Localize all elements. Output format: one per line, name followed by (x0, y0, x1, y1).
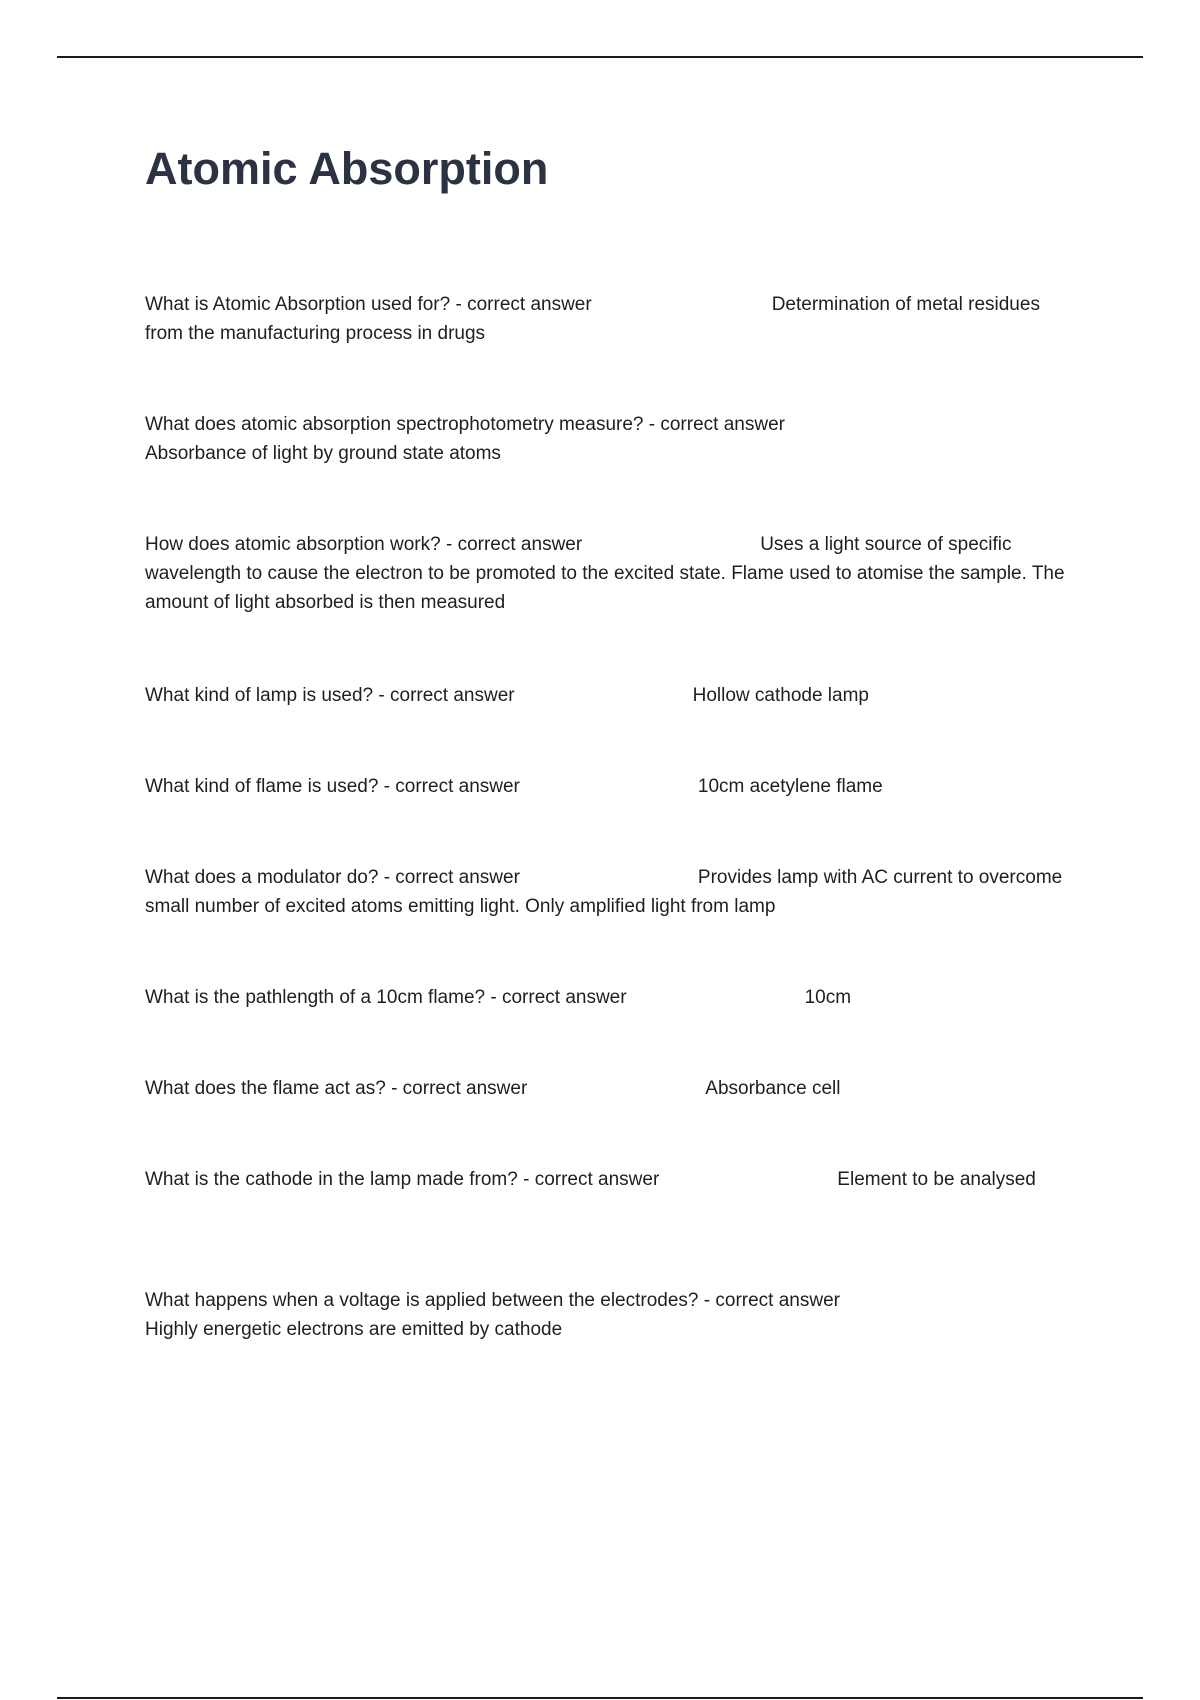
qa-item (145, 1286, 1065, 1344)
qa-item (145, 772, 1065, 801)
question: How does atomic absorption work? (145, 534, 441, 555)
qa-item (145, 1165, 1065, 1194)
answer-label: - correct answer (698, 1290, 840, 1311)
top-rule (57, 56, 1143, 58)
answer: Uses a light source of specific wavelength to cause the electron to be promoted to the excited state. Flame used to atomise the sample. The amount of light absorbed is then measured (145, 534, 1065, 613)
question: What kind of lamp is used? (145, 685, 374, 706)
qa-item (145, 410, 1065, 468)
answer: Hollow cathode lamp (692, 685, 869, 706)
answer-label: - correct answer (378, 867, 520, 888)
question: What does the flame act as? (145, 1078, 386, 1099)
answer-label: - correct answer (643, 414, 785, 435)
question: What is the cathode in the lamp made from? (145, 1169, 518, 1190)
answer: Absorbance cell (705, 1078, 841, 1099)
qa-item (145, 530, 1065, 617)
answer: Element to be analysed (837, 1169, 1036, 1190)
answer: 10cm (804, 987, 852, 1008)
question: What happens when a voltage is applied between the electrodes? (145, 1290, 699, 1311)
answer-label: - correct answer (378, 776, 520, 797)
qa-item (145, 863, 1065, 921)
question: What is Atomic Absorption used for? (145, 294, 451, 315)
answer: Determination of metal residues from the manufacturing process in drugs (145, 294, 1040, 344)
page-title: Atomic Absorption (145, 143, 549, 194)
answer-label: - correct answer (440, 534, 583, 555)
answer: Provides lamp with AC current to overcome small number of excited atoms emitting light. Only amplified light from lamp (145, 867, 1063, 917)
question: What does a modulator do? (145, 867, 379, 888)
question: What is the pathlength of a 10cm flame? (145, 987, 486, 1008)
qa-item (145, 290, 1065, 348)
answer-label: - correct answer (450, 294, 592, 315)
answer-label: - correct answer (373, 685, 515, 706)
answer: 10cm acetylene flame (697, 776, 883, 797)
qa-item (145, 1074, 1065, 1103)
question: What kind of flame is used? (145, 776, 379, 797)
answer-label: - correct answer (385, 1078, 528, 1099)
answer-label: - correct answer (517, 1169, 660, 1190)
bottom-rule (57, 1697, 1143, 1699)
answer: Absorbance of light by ground state atoms (145, 443, 501, 464)
answer-label: - correct answer (485, 987, 627, 1008)
question: What does atomic absorption spectrophotometry measure? (145, 414, 644, 435)
qa-item (145, 681, 1065, 710)
qa-item (145, 983, 1065, 1012)
answer: Highly energetic electrons are emitted by cathode (145, 1319, 563, 1340)
